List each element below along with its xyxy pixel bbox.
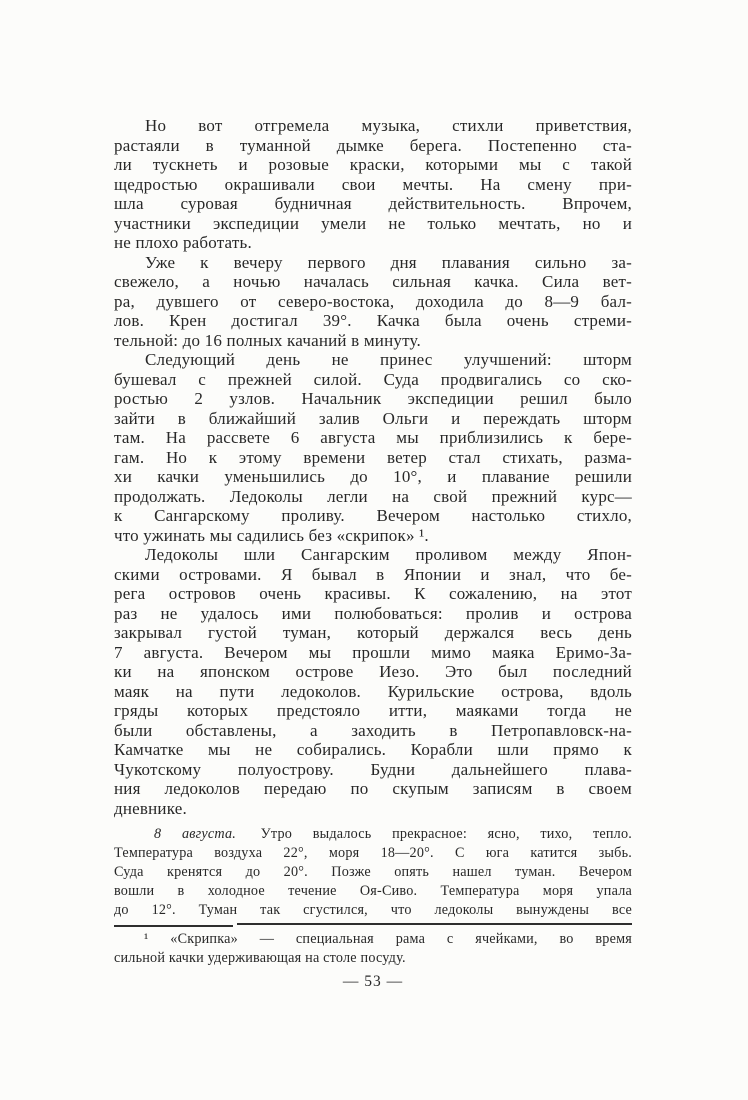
text-line: Температура воздуха 22°, моря 18—20°. С юга катится зыбь.	[114, 845, 632, 861]
paragraph-2	[114, 253, 632, 351]
text-line: ра, дувшего от северо-востока, доходила до 8—9 бал-	[114, 291, 632, 311]
footnote-separator-segment	[114, 925, 233, 927]
footnote-separator	[114, 923, 632, 927]
text-line: Суда кренятся до 20°. Позже опять нашел туман. Вечером	[114, 864, 632, 880]
text-line: лов. Крен достигал 39°. Качка была очень стреми-	[114, 311, 632, 330]
text-line: зайти в ближайший залив Ольги и переждать шторм	[114, 408, 632, 428]
text-line: к Сангарскому проливу. Вечером настолько стихло,	[114, 506, 632, 525]
footnote-separator-segment	[237, 923, 632, 925]
text-line: ростью 2 узлов. Начальник экспедиции решил было	[114, 389, 632, 408]
text-line: маяк на пути ледоколов. Курильские острова, вдоль	[114, 681, 632, 701]
text-line: Следующий день не принес улучшений: шторм	[145, 350, 632, 369]
text-line: ли тускнеть и розовые краски, которыми мы с такой	[114, 155, 632, 174]
text-line: Уже к вечеру первого дня плавания сильно за-	[145, 252, 632, 272]
paragraph-1	[114, 116, 632, 253]
text-line: хи качки уменьшились до 10°, и плавание решили	[114, 467, 632, 486]
text-line: участники экспедиции умели не только мечтать, но и	[114, 213, 632, 233]
text-line: гряды которых предстояло итти, маяками тогда не	[114, 701, 632, 720]
diary-first-line-text: Утро выдалось прекрасное: ясно, тихо, тепло.	[260, 826, 632, 842]
text-line: закрывал густой туман, который держался весь день	[114, 623, 632, 642]
text-line: там. На рассвете 6 августа мы приблизились к бере-	[114, 428, 632, 447]
text-line: вошли в холодное течение Оя-Сиво. Температура моря упала	[114, 883, 632, 899]
text-line: бушевал с прежней силой. Суда продвигались со ско-	[114, 369, 632, 389]
text-line: дневнике.	[114, 798, 187, 818]
text-line: гам. Но к этому времени ветер стал стихать, разма-	[114, 447, 632, 467]
text-line: раз не удалось ими полюбоваться: пролив и острова	[114, 603, 632, 623]
text-line: что ужинать мы садились без «скрипок» ¹.	[114, 525, 429, 545]
text-line: тельной: до 16 полных качаний в минуту.	[114, 330, 421, 350]
diary-date: 8 августа.	[154, 826, 236, 842]
text-line: продолжать. Ледоколы легли на свой прежний курс—	[114, 486, 632, 506]
text-line: ния ледоколов передаю по скупым записям в своем	[114, 779, 632, 798]
paragraph-3	[114, 350, 632, 545]
text-line: рега островов очень красивы. К сожалению, на этот	[114, 584, 632, 603]
text-line: Камчатке мы не собирались. Корабли шли прямо к	[114, 740, 632, 759]
footnote-line: ¹ «Скрипка» — специальная рама с ячейками, во время	[144, 931, 632, 947]
text-line: до 12°. Туман так сгустился, что ледоколы вынуждены все	[114, 902, 632, 918]
text-line: ки на японском острове Иезо. Это был последний	[114, 662, 632, 681]
text-line: шла суровая будничная действительность. Впрочем,	[114, 194, 632, 213]
footnote	[114, 930, 632, 968]
page-number: — 53 —	[342, 973, 404, 990]
text-line: щедростью окрашивали свои мечты. На смену при-	[114, 174, 632, 194]
text-line: скими островами. Я бывал в Японии и знал, что бе-	[114, 564, 632, 584]
text-line: Но вот отгремела музыка, стихли приветствия,	[145, 116, 632, 135]
text-line: были обставлены, а заходить в Петропавловск-на-	[114, 720, 632, 740]
text-line: растаяли в туманной дымке берега. Постепенно ста-	[114, 135, 632, 155]
text-line: 7 августа. Вечером мы прошли мимо маяка Еримо-За-	[114, 642, 632, 662]
footnote-line: сильной качки удерживающая на столе посуду.	[114, 950, 406, 966]
text-line: не плохо работать.	[114, 233, 252, 252]
diary-first-line	[114, 825, 632, 844]
paragraph-4	[114, 545, 632, 818]
text-line: свежело, а ночью началась сильная качка. Сила вет-	[114, 272, 632, 291]
text-column	[114, 116, 632, 991]
text-line: Ледоколы шли Сангарским проливом между Япон-	[145, 545, 632, 564]
text-line: Чукотскому полуострову. Будни дальнейшего плава-	[114, 759, 632, 779]
diary-entry	[114, 825, 632, 920]
